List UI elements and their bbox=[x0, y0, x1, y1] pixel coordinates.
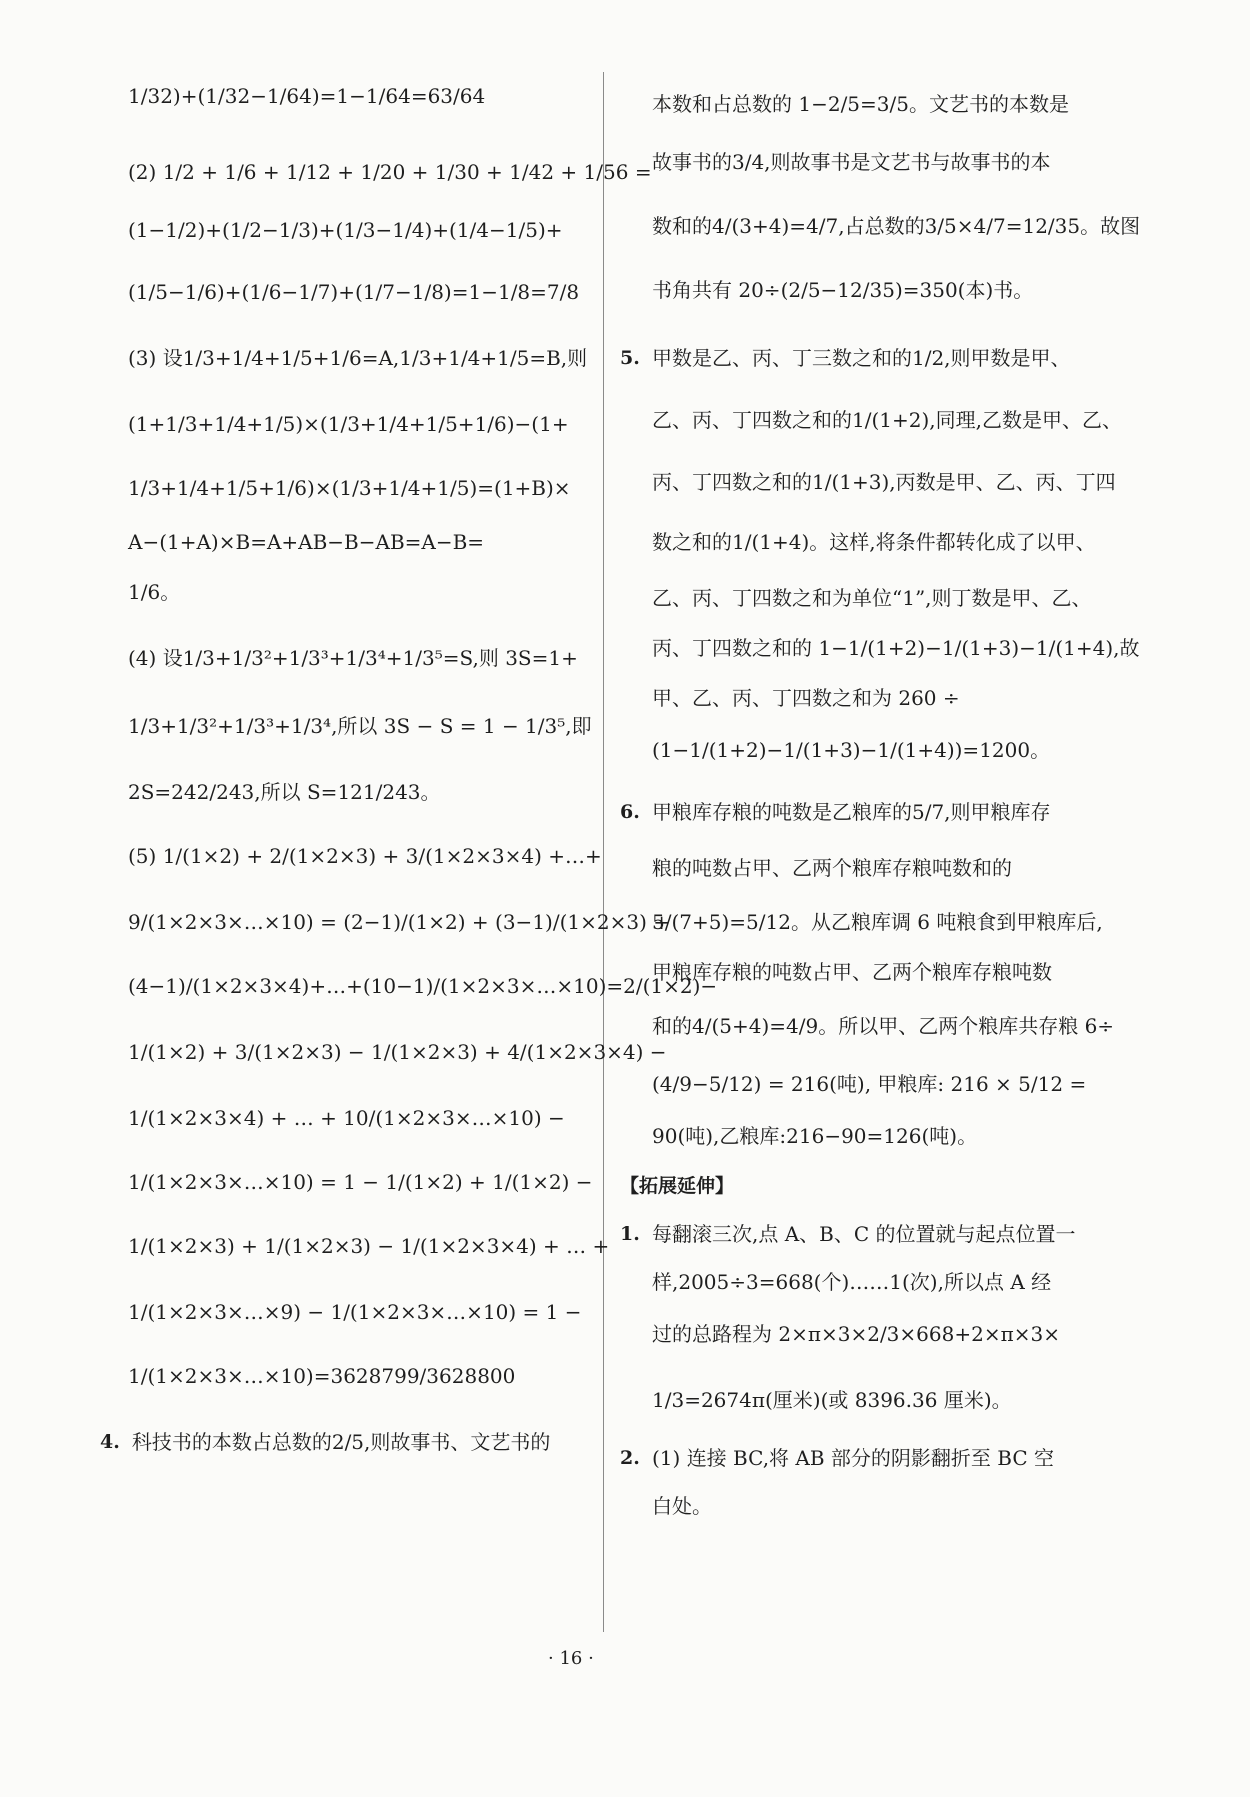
text-line: 1/(1×2×3×…×10)=3628799/3628800 bbox=[128, 1364, 516, 1388]
text-line: 1/(1×2×3×…×9) − 1/(1×2×3×…×10) = 1 − bbox=[128, 1300, 582, 1324]
text-line: 科技书的本数占总数的2/5,则故事书、文艺书的 bbox=[131, 1430, 551, 1454]
text-line: 甲数是乙、丙、丁三数之和的1/2,则甲数是甲、 bbox=[652, 346, 1071, 370]
page-number: · 16 · bbox=[548, 1648, 594, 1669]
text-line: 乙、丙、丁四数之和为单位“1”,则丁数是甲、乙、 bbox=[652, 586, 1092, 610]
text-line: 甲粮库存粮的吨数是乙粮库的5/7,则甲粮库存 bbox=[652, 800, 1051, 824]
text-line: (1/5−1/6)+(1/6−1/7)+(1/7−1/8)=1−1/8=7/8 bbox=[128, 280, 580, 304]
text-line: 故事书的3/4,则故事书是文艺书与故事书的本 bbox=[652, 150, 1051, 174]
text-line: 本数和占总数的 1−2/5=3/5。文艺书的本数是 bbox=[652, 92, 1069, 116]
text-line: (4/9−5/12) = 216(吨), 甲粮库: 216 × 5/12 = bbox=[652, 1072, 1087, 1096]
question-number: 6. bbox=[620, 800, 640, 823]
question-number: 4. bbox=[100, 1430, 120, 1453]
text-line: (4) 设1/3+1/3²+1/3³+1/3⁴+1/3⁵=S,则 3S=1+ bbox=[128, 646, 578, 670]
text-line: 90(吨),乙粮库:216−90=126(吨)。 bbox=[652, 1124, 978, 1148]
text-line: 1/(1×2×3×4) + … + 10/(1×2×3×…×10) − bbox=[128, 1106, 565, 1130]
text-line: 书角共有 20÷(2/5−12/35)=350(本)书。 bbox=[652, 278, 1034, 302]
text-line: A−(1+A)×B=A+AB−B−AB=A−B= bbox=[128, 530, 485, 554]
text-line: (1+1/3+1/4+1/5)×(1/3+1/4+1/5+1/6)−(1+ bbox=[128, 412, 569, 436]
text-line: 9/(1×2×3×…×10) = (2−1)/(1×2) + (3−1)/(1×2×3) + bbox=[128, 910, 670, 934]
text-line: 样,2005÷3=668(个)……1(次),所以点 A 经 bbox=[652, 1270, 1052, 1294]
text-line: 2S=242/243,所以 S=121/243。 bbox=[128, 780, 441, 804]
column-divider bbox=[603, 72, 604, 1632]
text-line: 1/(1×2×3) + 1/(1×2×3) − 1/(1×2×3×4) + … + bbox=[128, 1234, 610, 1258]
text-line: 1/3+1/3²+1/3³+1/3⁴,所以 3S − S = 1 − 1/3⁵,即 bbox=[128, 714, 592, 738]
text-line: (2) 1/2 + 1/6 + 1/12 + 1/20 + 1/30 + 1/42 + 1/56 = bbox=[128, 160, 652, 184]
text-line: 甲粮库存粮的吨数占甲、乙两个粮库存粮吨数 bbox=[652, 960, 1052, 984]
text-line: 粮的吨数占甲、乙两个粮库存粮吨数和的 bbox=[652, 856, 1012, 880]
question-number: 1. bbox=[620, 1222, 640, 1245]
text-line: 甲、乙、丙、丁四数之和为 260 ÷ bbox=[652, 686, 960, 710]
text-line: (5) 1/(1×2) + 2/(1×2×3) + 3/(1×2×3×4) +…+ bbox=[128, 844, 602, 868]
question-number: 2. bbox=[620, 1446, 640, 1469]
text-line: 1/(1×2×3×…×10) = 1 − 1/(1×2) + 1/(1×2) − bbox=[128, 1170, 593, 1194]
text-line: 5/(7+5)=5/12。从乙粮库调 6 吨粮食到甲粮库后, bbox=[652, 910, 1103, 934]
question-4-first-line bbox=[100, 1420, 550, 1464]
text-line: (1−1/2)+(1/2−1/3)+(1/3−1/4)+(1/4−1/5)+ bbox=[128, 218, 563, 242]
text-line: 1/(1×2) + 3/(1×2×3) − 1/(1×2×3) + 4/(1×2×3×4) − bbox=[128, 1040, 667, 1064]
text-line: 丙、丁四数之和的1/(1+3),丙数是甲、乙、丙、丁四 bbox=[652, 470, 1116, 494]
question-number: 5. bbox=[620, 346, 640, 369]
text-line: 1/3+1/4+1/5+1/6)×(1/3+1/4+1/5)=(1+B)× bbox=[128, 476, 571, 500]
text-line: (4−1)/(1×2×3×4)+…+(10−1)/(1×2×3×…×10)=2/(1×2)− bbox=[128, 974, 718, 998]
text-line: 数之和的1/(1+4)。这样,将条件都转化成了以甲、 bbox=[652, 530, 1096, 554]
text-line: 1/32)+(1/32−1/64)=1−1/64=63/64 bbox=[128, 84, 486, 108]
text-line: 每翻滚三次,点 A、B、C 的位置就与起点位置一 bbox=[652, 1222, 1076, 1246]
text-line: (3) 设1/3+1/4+1/5+1/6=A,1/3+1/4+1/5=B,则 bbox=[128, 346, 588, 370]
text-line: 数和的4/(3+4)=4/7,占总数的3/5×4/7=12/35。故图 bbox=[652, 214, 1141, 238]
text-line: 1/6。 bbox=[128, 580, 181, 604]
text-line: (1) 连接 BC,将 AB 部分的阴影翻折至 BC 空 bbox=[652, 1446, 1055, 1470]
text-line: 白处。 bbox=[652, 1494, 712, 1518]
text-line: (1−1/(1+2)−1/(1+3)−1/(1+4))=1200。 bbox=[652, 738, 1051, 762]
text-line: 1/3=2674π(厘米)(或 8396.36 厘米)。 bbox=[652, 1388, 1012, 1412]
text-line: 丙、丁四数之和的 1−1/(1+2)−1/(1+3)−1/(1+4),故 bbox=[652, 636, 1140, 660]
text-line: 和的4/(5+4)=4/9。所以甲、乙两个粮库共存粮 6÷ bbox=[652, 1014, 1115, 1038]
text-line: 过的总路程为 2×π×3×2/3×668+2×π×3× bbox=[652, 1322, 1060, 1346]
section-heading: 【拓展延伸】 bbox=[620, 1174, 735, 1197]
text-line: 乙、丙、丁四数之和的1/(1+2),同理,乙数是甲、乙、 bbox=[652, 408, 1122, 432]
section-title bbox=[620, 1164, 734, 1208]
